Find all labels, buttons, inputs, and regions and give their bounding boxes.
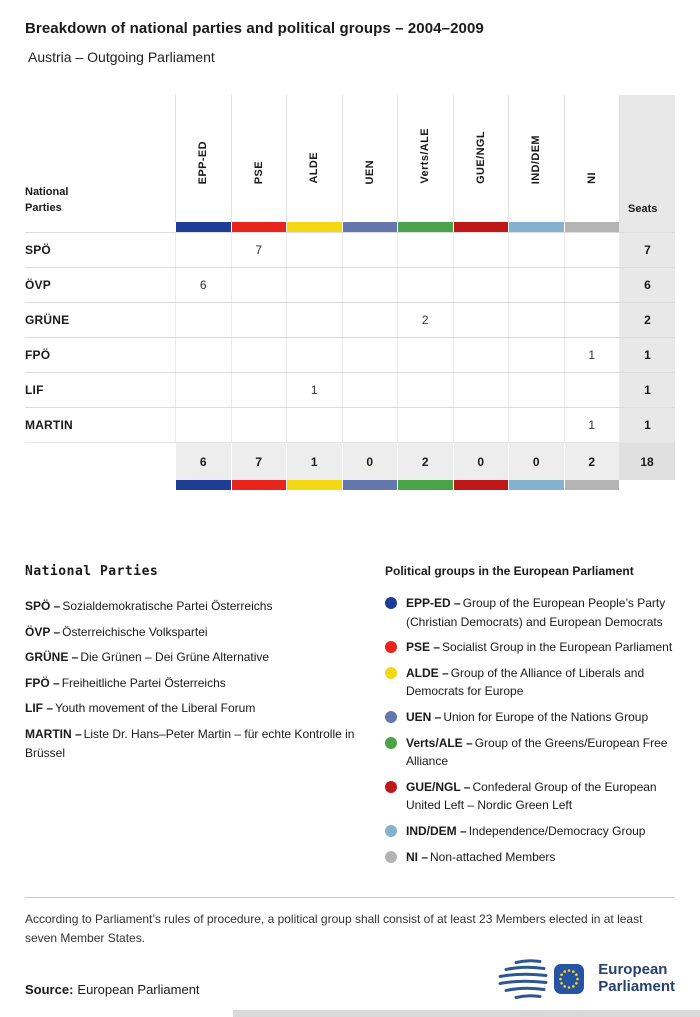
source-line (25, 982, 200, 1001)
party-name: LIF (25, 383, 44, 397)
cell-value (231, 338, 287, 372)
seats-value: 6 (619, 268, 675, 302)
table-row-grune (25, 302, 675, 337)
party-abbr: FPÖ – (25, 675, 60, 690)
seats-table (25, 95, 675, 490)
cell-value (453, 373, 509, 407)
color-swatch-uen (342, 480, 398, 490)
group-legend-text: NI – Non-attached Members (406, 849, 556, 864)
group-legend-text: GUE/NGL – Confederal Group of the European United Left – Nordic Green Left (406, 779, 657, 813)
group-legend-item (385, 848, 675, 867)
party-legend-item (25, 623, 365, 642)
cell-value (286, 338, 342, 372)
color-swatch-pse (231, 222, 287, 232)
party-abbr: ÖVP – (25, 624, 61, 639)
column-header-alde: ALDE (286, 95, 342, 222)
group-color-bar-top (25, 222, 675, 232)
row-header-line1: National (25, 186, 69, 199)
footer (25, 957, 675, 1001)
footnote: According to Parliament’s rules of procedure, a political group shall consist of at least 23 Members elected in at least seven Member States. (25, 912, 643, 945)
page-title: Breakdown of national parties and political groups – 2004–2009 (25, 20, 484, 37)
page-subtitle: Austria – Outgoing Parliament (28, 49, 215, 65)
cell-value (508, 233, 564, 267)
table-row-lif (25, 372, 675, 407)
row-header-line2: Parties (25, 201, 62, 214)
group-legend-text: PSE – Socialist Group in the European Parliament (406, 640, 673, 655)
party-name: MARTIN (25, 418, 73, 432)
cell-value (286, 303, 342, 337)
column-header-gue-ngl: GUE/NGL (453, 95, 509, 222)
cell-value (342, 268, 398, 302)
party-legend-item (25, 648, 365, 667)
party-desc: Österreichische Volkspartei (62, 624, 208, 639)
party-legend-item (25, 597, 365, 616)
group-legend-text: IND/DEM – Independence/Democracy Group (406, 823, 646, 838)
cell-value (286, 408, 342, 442)
group-legend-item (385, 778, 675, 815)
party-legend-item (25, 674, 365, 693)
cell-value (453, 408, 509, 442)
group-color-dot (385, 711, 397, 723)
cell-value (397, 268, 453, 302)
party-desc: Youth movement of the Liberal Forum (55, 701, 256, 716)
party-legend-item (25, 699, 365, 718)
color-swatch-alde (286, 480, 342, 490)
cell-value (453, 338, 509, 372)
table-header-row (25, 95, 675, 222)
group-legend-item (385, 734, 675, 771)
group-color-bar-bottom (25, 480, 675, 490)
total-value: 2 (397, 443, 453, 480)
group-color-dot (385, 641, 397, 653)
cell-value (564, 268, 620, 302)
group-color-dot (385, 825, 397, 837)
party-abbr: SPÖ – (25, 599, 61, 613)
cell-value (342, 408, 398, 442)
group-legend-text: EPP-ED – Group of the European People’s Party (Christian Democrats) and European Democrats (406, 596, 666, 629)
political-groups-legend-title: Political groups in the European Parliament (385, 564, 634, 578)
party-abbr: MARTIN – (25, 726, 82, 741)
cell-value (175, 373, 231, 407)
cell-value (286, 233, 342, 267)
cell-value (564, 233, 620, 267)
cell-value (231, 408, 287, 442)
seats-value: 7 (619, 233, 675, 267)
color-swatch-ind-dem (508, 480, 564, 490)
cell-value (175, 303, 231, 337)
cell-value (397, 338, 453, 372)
cell-value (397, 233, 453, 267)
color-swatch-pse (231, 480, 287, 490)
cell-value: 1 (564, 408, 620, 442)
source-label: Source: (25, 982, 74, 997)
cell-value (564, 373, 620, 407)
seats-value: 1 (619, 338, 675, 372)
bottom-edge-bar (233, 1010, 700, 1017)
group-legend-item (385, 708, 675, 727)
party-name: ÖVP (25, 278, 51, 292)
party-desc: Die Grünen – Dei Grüne Alternative (80, 650, 270, 665)
cell-value: 1 (564, 338, 620, 372)
color-swatch-gue-ngl (453, 222, 509, 232)
total-seats-value: 18 (619, 443, 675, 480)
group-legend-item (385, 594, 675, 631)
color-swatch-ind-dem (508, 222, 564, 232)
total-value: 0 (508, 443, 564, 480)
color-swatch-verts-ale (397, 480, 453, 490)
cell-value (342, 233, 398, 267)
cell-value (564, 303, 620, 337)
column-header-ind-dem: IND/DEM (508, 95, 564, 222)
total-value: 6 (175, 443, 231, 480)
cell-value: 1 (286, 373, 342, 407)
party-name: FPÖ (25, 348, 51, 362)
party-abbr: GRÜNE – (25, 650, 79, 665)
total-value: 7 (231, 443, 287, 480)
total-value: 2 (564, 443, 620, 480)
cell-value (508, 373, 564, 407)
group-color-dot (385, 851, 397, 863)
totals-row (25, 442, 675, 480)
cell-value (231, 373, 287, 407)
table-row-martin (25, 407, 675, 442)
color-swatch-uen (342, 222, 398, 232)
color-swatch-ni (564, 222, 620, 232)
group-color-dot (385, 781, 397, 793)
cell-value: 7 (231, 233, 287, 267)
group-color-dot (385, 667, 397, 679)
cell-value (453, 233, 509, 267)
party-desc: Sozialdemokratische Partei Österreichs (62, 599, 273, 613)
logo-text: European Parliament (598, 961, 675, 995)
cell-value (508, 303, 564, 337)
cell-value (342, 338, 398, 372)
group-legend-item (385, 638, 675, 657)
column-header-verts-ale: Verts/ALE (397, 95, 453, 222)
cell-value (453, 303, 509, 337)
column-header-uen: UEN (342, 95, 398, 222)
column-header-ni: NI (564, 95, 620, 222)
cell-value (397, 373, 453, 407)
national-parties-legend-title: National Parties (25, 564, 159, 579)
color-swatch-epp-ed (175, 222, 231, 232)
legend-section (25, 564, 675, 873)
seats-value: 2 (619, 303, 675, 337)
party-desc: Liste Dr. Hans–Peter Martin – für echte Kontrolle in Brüssel (25, 726, 355, 760)
total-value: 0 (453, 443, 509, 480)
cell-value: 6 (175, 268, 231, 302)
cell-value (508, 268, 564, 302)
group-legend-text: Verts/ALE – Group of the Greens/European Free Alliance (406, 735, 668, 769)
cell-value (342, 373, 398, 407)
table-row-spo (25, 232, 675, 267)
total-value: 1 (286, 443, 342, 480)
national-parties-legend (25, 564, 385, 873)
group-legend-text: ALDE – Group of the Alliance of Liberals and Democrats for Europe (406, 665, 645, 699)
european-parliament-logo-icon (494, 957, 590, 1001)
total-value: 0 (342, 443, 398, 480)
cell-value (175, 233, 231, 267)
cell-value (175, 338, 231, 372)
seats-value: 1 (619, 373, 675, 407)
color-swatch-alde (286, 222, 342, 232)
cell-value (342, 303, 398, 337)
column-header-epp-ed: EPP-ED (175, 95, 231, 222)
seats-value: 1 (619, 408, 675, 442)
color-swatch-epp-ed (175, 480, 231, 490)
cell-value (453, 268, 509, 302)
group-legend-item (385, 664, 675, 701)
party-name: GRÜNE (25, 313, 70, 327)
column-header-seats: Seats (619, 95, 675, 222)
group-legend-item (385, 822, 675, 841)
cell-value (231, 303, 287, 337)
column-header-pse: PSE (231, 95, 287, 222)
cell-value (508, 408, 564, 442)
color-swatch-verts-ale (397, 222, 453, 232)
political-groups-legend (385, 564, 675, 873)
european-parliament-logo (494, 957, 675, 1001)
row-header-cell (25, 95, 175, 222)
group-color-dot (385, 737, 397, 749)
table-row-ovp (25, 267, 675, 302)
color-swatch-gue-ngl (453, 480, 509, 490)
color-swatch-ni (564, 480, 620, 490)
party-abbr: LIF – (25, 701, 54, 716)
cell-value (231, 268, 287, 302)
group-color-dot (385, 597, 397, 609)
group-legend-text: UEN – Union for Europe of the Nations Group (406, 709, 649, 724)
cell-value (397, 408, 453, 442)
party-legend-item (25, 725, 365, 762)
party-desc: Freiheitliche Partei Österreichs (61, 675, 226, 690)
table-row-fpo (25, 337, 675, 372)
source-value: European Parliament (77, 982, 200, 997)
party-name: SPÖ (25, 243, 51, 257)
cell-value (175, 408, 231, 442)
cell-value: 2 (397, 303, 453, 337)
cell-value (508, 338, 564, 372)
cell-value (286, 268, 342, 302)
